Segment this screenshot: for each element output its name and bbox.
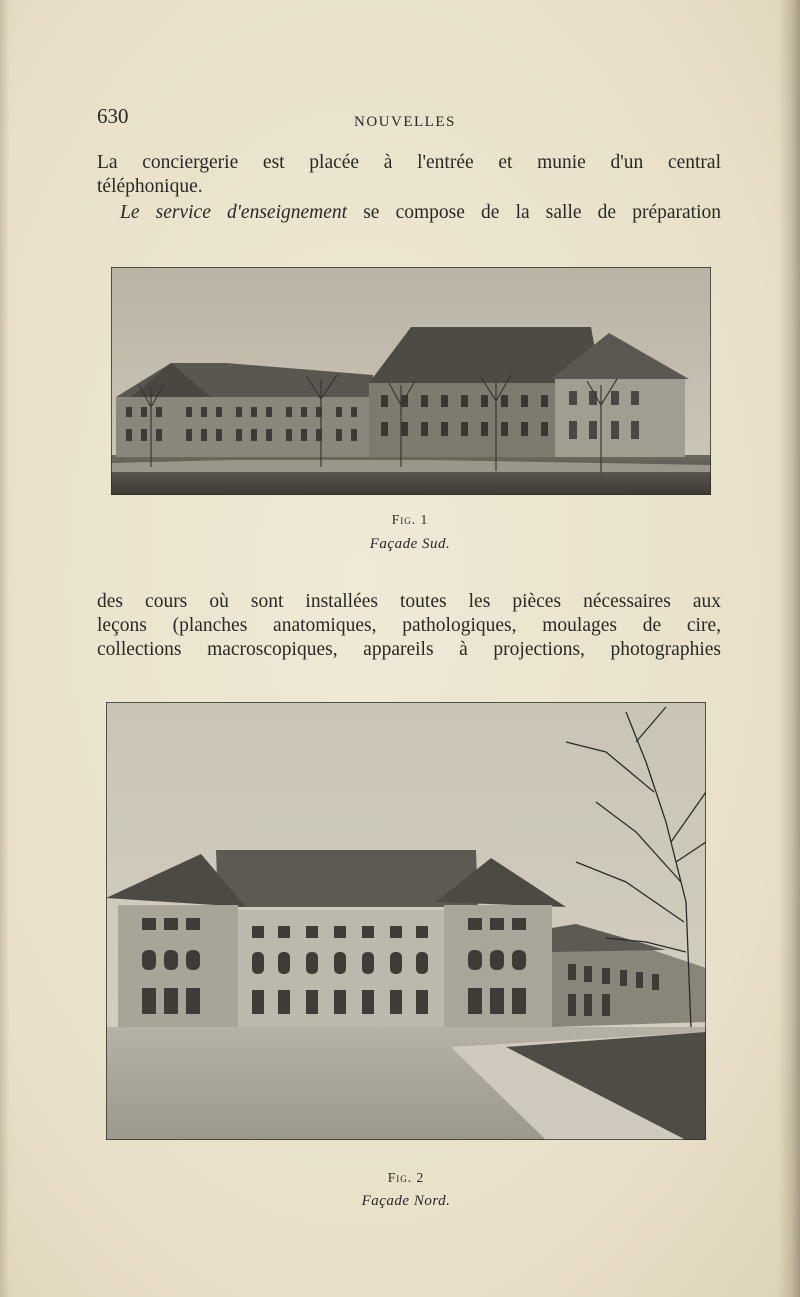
- page-left-edge: [0, 0, 10, 1297]
- page-number: 630: [97, 104, 129, 128]
- figure-2-caption: Façade Nord.: [361, 1193, 451, 1209]
- paragraph-line: téléphonique.: [97, 176, 203, 197]
- paragraph-line: La conciergerie est placée à l'entrée et munie d'un central: [97, 152, 721, 173]
- paragraph-text: se compose de la salle de préparation: [347, 202, 721, 223]
- figure-1-photo: [111, 267, 711, 495]
- paragraph-line: leçons (planches anatomiques, pathologiques, moulages de cire,: [97, 615, 721, 636]
- paragraph-cours: [97, 590, 721, 662]
- page-gutter-shadow: [778, 0, 800, 1297]
- figure-1-caption: Façade Sud.: [369, 536, 451, 552]
- italic-term: Le service d'enseignement: [120, 202, 348, 223]
- figure-2-number: Fig. 2: [387, 1170, 425, 1185]
- paragraph-service: [97, 201, 721, 225]
- figure-2-photo: [106, 702, 706, 1140]
- running-head: NOUVELLES: [354, 114, 456, 130]
- paragraph-line: des cours où sont installées toutes les pièces nécessaires aux: [97, 591, 721, 612]
- figure-1-number: Fig. 1: [391, 512, 429, 527]
- paragraph-line: collections macroscopiques, appareils à projections, photographies: [97, 639, 721, 660]
